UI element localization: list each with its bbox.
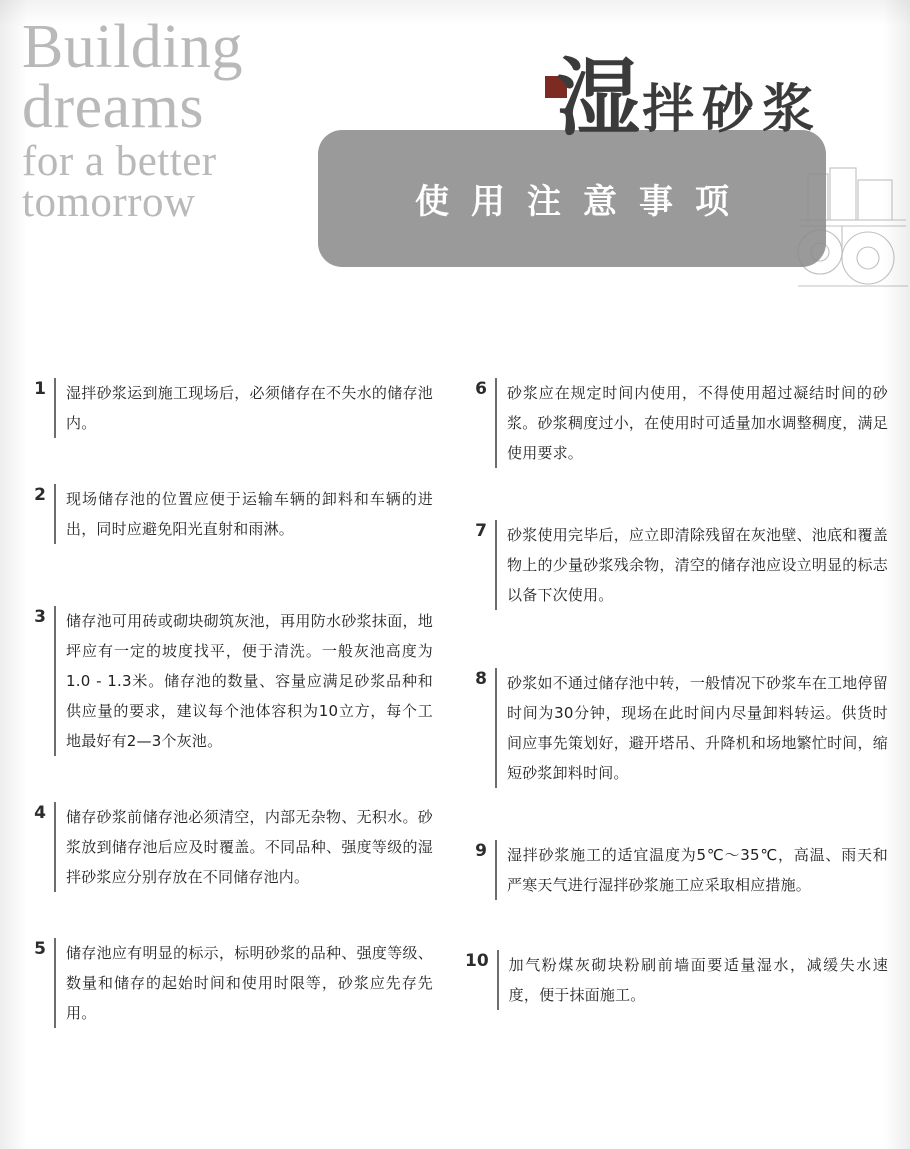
item-number: 8 [475,669,487,689]
page-subtitle: 使用注意事项 [415,182,751,222]
page-title [556,49,823,147]
list-item [465,668,888,788]
slogan-line-1: Building [22,13,244,81]
item-text: 湿拌砂浆运到施工现场后，必须储存在不失水的储存池内。 [66,384,433,432]
item-text: 砂浆应在规定时间内使用，不得使用超过凝结时间的砂浆。砂浆稠度过小，在使用时可适量加水调整稠度，满足使用要求。 [507,384,888,462]
item-text: 湿拌砂浆施工的适宜温度为5℃～35℃，高温、雨天和严寒天气进行湿拌砂浆施工应采取相应措施。 [507,846,888,894]
title-row [318,49,826,147]
title-block [318,49,826,222]
slogan-line-4: tomorrow [22,179,196,227]
list-item [465,520,888,610]
item-number: 5 [34,939,46,959]
item-number: 6 [475,379,487,399]
item-text: 储存砂浆前储存池必须清空，内部无杂物、无积水。砂浆放到储存池后应及时覆盖。不同品种、强度等级的湿拌砂浆应分别存放在不同储存池内。 [66,808,433,886]
poster-header [0,0,910,300]
notes-columns [0,378,910,1062]
item-text: 储存池可用砖或砌块砌筑灰池，再用防水砂浆抹面，地坪应有一定的坡度找平，便于清洗。一般灰池高度为1.0 - 1.3米。储存池的数量、容量应满足砂浆品种和供应量的要求，建议每个池体容积为10立方，每个工地最好有2—3个灰池。 [66,612,433,750]
item-text: 砂浆如不通过储存池中转，一般情况下砂浆车在工地停留时间为30分钟，现场在此时间内尽量卸料转运。供货时间应事先策划好，避开塔吊、升降机和场地繁忙时间，缩短砂浆卸料时间。 [507,674,888,782]
item-number: 3 [34,607,46,627]
list-item [24,484,433,544]
notes-column-left [0,378,455,1062]
item-text: 现场储存池的位置应便于运输车辆的卸料和车辆的进出，同时应避免阳光直射和雨淋。 [66,490,433,538]
title-rest: 拌砂浆 [642,80,823,140]
item-number: 10 [465,951,489,971]
item-bar [54,484,56,544]
item-bar [54,938,56,1028]
item-text: 砂浆使用完毕后，应立即清除残留在灰池壁、池底和覆盖物上的少量砂浆残余物，清空的储存池应设立明显的标志以备下次使用。 [507,526,888,604]
item-bar [54,378,56,438]
item-bar [497,950,499,1010]
item-bar [495,668,497,788]
item-text: 储存池应有明显的标示，标明砂浆的品种、强度等级、数量和储存的起始时间和使用时限等，砂浆应先存先用。 [66,944,433,1022]
item-number: 2 [34,485,46,505]
list-item [465,378,888,468]
item-bar [495,840,497,900]
list-item [24,378,433,438]
item-number: 4 [34,803,46,823]
item-bar [54,606,56,756]
list-item [24,938,433,1028]
list-item [24,802,433,892]
item-bar [54,802,56,892]
item-number: 9 [475,841,487,861]
slogan-line-2: dreams [22,72,205,141]
list-item [465,840,888,900]
list-item [24,606,433,756]
title-first-char: 湿 [556,49,643,147]
notes-column-right [455,378,910,1062]
item-bar [495,378,497,468]
list-item [465,950,888,1010]
slogan-line-3: for a better [22,138,217,186]
item-number: 1 [34,379,46,399]
item-text: 加气粉煤灰砌块粉刷前墙面要适量湿水，减缓失水速度，便于抹面施工。 [508,956,888,1004]
item-number: 7 [475,521,487,541]
item-bar [495,520,497,610]
